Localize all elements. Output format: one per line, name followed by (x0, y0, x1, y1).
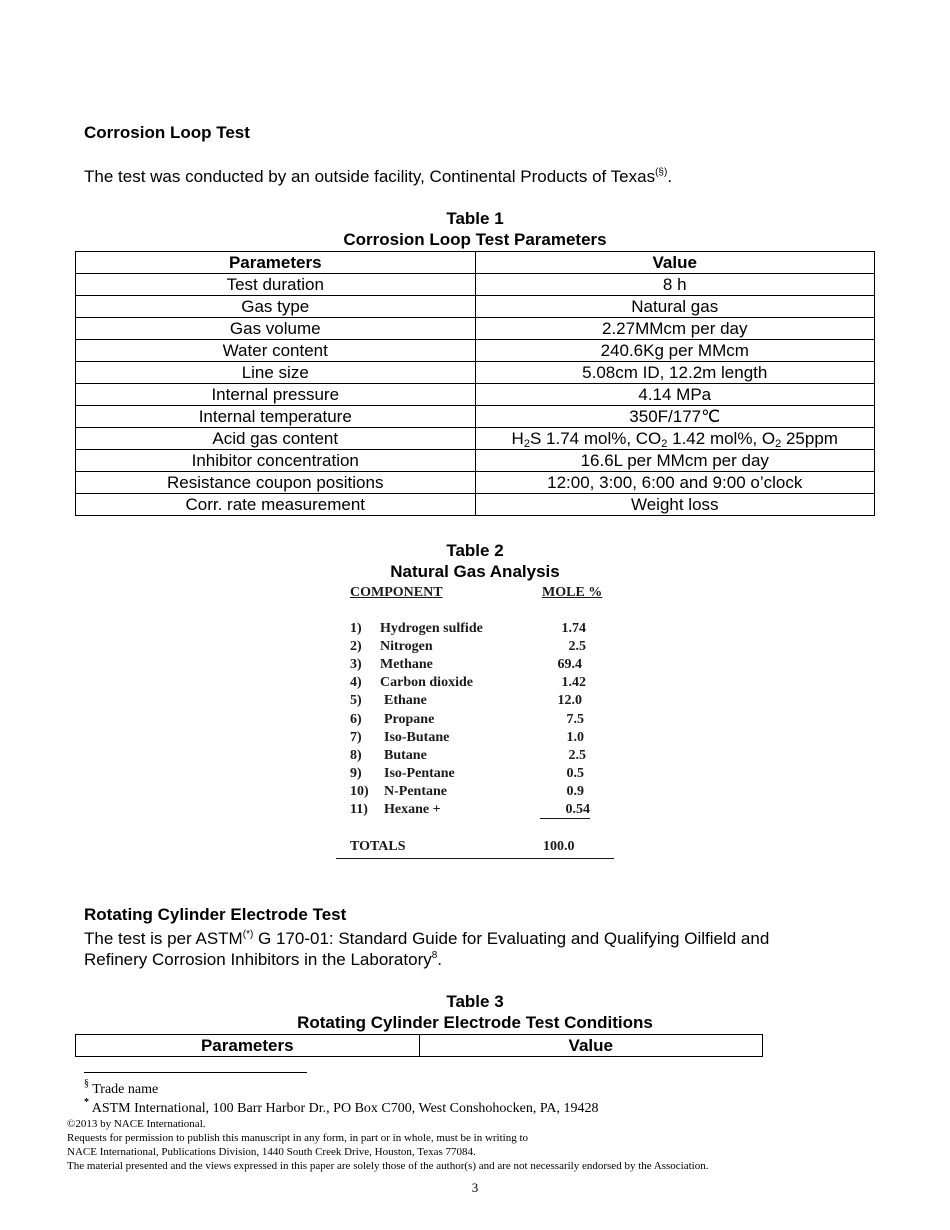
component-name: Hexane + (384, 802, 441, 817)
table-row (76, 494, 875, 516)
table-row (76, 296, 875, 318)
h2s-rest: S 1.74 mol%, CO (529, 428, 662, 448)
footnote-trade-name (84, 1078, 159, 1098)
param-cell: Line size (76, 362, 476, 384)
permission-line: Requests for permission to publish this manuscript in any form, in part or in whole, must be in writing to (67, 1132, 529, 1144)
table-row (76, 450, 875, 472)
footnote-astm (84, 1097, 599, 1117)
list-item (350, 638, 612, 656)
rce-line-2 (84, 949, 769, 970)
item-number: 9) (350, 766, 362, 781)
h2s-h: H (511, 428, 524, 448)
table-row (76, 340, 875, 362)
table3-number: Table 3 (446, 992, 504, 1011)
header-value: Value (419, 1035, 762, 1057)
value-cell: 4.14 MPa (475, 384, 875, 406)
copyright-line: ©2013 by NACE International. (67, 1118, 206, 1130)
mole-value: 12.0 (557, 693, 582, 708)
param-cell: Corr. rate measurement (76, 494, 476, 516)
table-header-row (76, 1035, 763, 1057)
section-heading-corrosion-loop: Corrosion Loop Test (84, 123, 250, 142)
rce-line-1 (84, 928, 769, 949)
mole-header: MOLE % (542, 585, 603, 600)
value-cell: 350F/177℃ (475, 406, 875, 428)
list-item (350, 620, 612, 638)
component-name: Iso-Butane (384, 730, 450, 745)
param-cell: Acid gas content (76, 428, 476, 450)
rce-line2-end: . (437, 950, 443, 969)
legal-notice (67, 1117, 708, 1173)
item-number: 7) (350, 730, 362, 745)
acid-gas-value-cell (475, 428, 875, 450)
component-name: Ethane (384, 693, 427, 708)
param-cell: Inhibitor concentration (76, 450, 476, 472)
h2s-sub: 2 (523, 437, 530, 450)
list-item (350, 711, 612, 729)
param-cell: Water content (76, 340, 476, 362)
list-item (350, 801, 612, 819)
intro-end: . (667, 167, 673, 186)
rce-paragraph (84, 928, 769, 970)
rce-line1-a: The test is per ASTM (84, 929, 243, 948)
table1-title: Corrosion Loop Test Parameters (343, 230, 607, 249)
component-name: Propane (384, 712, 435, 727)
trade-name-mark: (§) (655, 167, 668, 178)
mole-value: 0.5 (566, 766, 584, 781)
section-heading-rce: Rotating Cylinder Electrode Test (84, 905, 347, 924)
o2-sub: 2 (775, 437, 782, 450)
mole-value: 69.4 (557, 657, 582, 672)
component-name: Hydrogen sulfide (380, 621, 483, 636)
totals-value: 100.0 (543, 839, 575, 854)
mole-value: 1.0 (566, 730, 584, 745)
list-item (350, 747, 612, 765)
item-number: 4) (350, 675, 362, 690)
reference-mark: 8 (431, 950, 438, 961)
footnote-rule (84, 1072, 307, 1073)
list-item (350, 656, 612, 674)
mole-value: 0.9 (566, 784, 584, 799)
component-name: N-Pentane (384, 784, 447, 799)
item-number: 10) (350, 784, 369, 799)
intro-text: The test was conducted by an outside facility, Continental Products of Texas (84, 167, 656, 186)
value-cell: Natural gas (475, 296, 875, 318)
mole-value: 2.5 (568, 748, 586, 763)
rce-line1-b: G 170-01: Standard Guide for Evaluating and Qualifying Oilfield and (253, 929, 770, 948)
table1-number: Table 1 (446, 209, 504, 228)
table-row (76, 428, 875, 450)
list-item (350, 783, 612, 801)
item-number: 8) (350, 748, 362, 763)
table3-caption (75, 991, 875, 1033)
table2-number: Table 2 (446, 541, 504, 560)
table-row (76, 362, 875, 384)
value-cell: 12:00, 3:00, 6:00 and 9:00 o’clock (475, 472, 875, 494)
header-value: Value (475, 252, 875, 274)
component-name: Methane (380, 657, 433, 672)
component-header: COMPONENT (350, 585, 443, 600)
item-number: 3) (350, 657, 362, 672)
totals-rule (336, 858, 614, 859)
param-cell: Gas volume (76, 318, 476, 340)
table-row (76, 274, 875, 296)
value-cell: 2.27MMcm per day (475, 318, 875, 340)
param-cell: Resistance coupon positions (76, 472, 476, 494)
table-row (76, 406, 875, 428)
disclaimer-line: The material presented and the views expressed in this paper are solely those of the author(s) and are not necessarily endorsed by the Association. (67, 1160, 709, 1172)
address-line: NACE International, Publications Division, 1440 South Creek Drive, Houston, Texas 77084. (67, 1146, 476, 1158)
intro-paragraph (84, 166, 672, 187)
table2-title: Natural Gas Analysis (390, 562, 560, 581)
component-name: Iso-Pentane (384, 766, 455, 781)
table2-caption (75, 540, 875, 582)
value-cell: 240.6Kg per MMcm (475, 340, 875, 362)
component-name: Butane (384, 748, 427, 763)
table1-caption (75, 208, 875, 250)
table-header-row (76, 252, 875, 274)
table-row (76, 384, 875, 406)
page-number: 3 (471, 1180, 479, 1195)
param-cell: Gas type (76, 296, 476, 318)
table-row (76, 318, 875, 340)
footnote-mark: * (84, 1097, 89, 1108)
rce-line2-a: Refinery Corrosion Inhibitors in the Laboratory (84, 950, 432, 969)
co2-rest: 1.42 mol%, O (667, 428, 776, 448)
component-name: Nitrogen (380, 639, 433, 654)
param-cell: Internal temperature (76, 406, 476, 428)
list-item (350, 674, 612, 692)
table-row (76, 472, 875, 494)
item-number: 1) (350, 621, 362, 636)
mole-value: 2.5 (568, 639, 586, 654)
item-number: 11) (350, 802, 368, 817)
value-cell: 5.08cm ID, 12.2m length (475, 362, 875, 384)
totals-label: TOTALS (350, 839, 406, 854)
list-item (350, 692, 612, 710)
mole-value: 1.42 (561, 675, 586, 690)
value-cell: 8 h (475, 274, 875, 296)
value-cell: 16.6L per MMcm per day (475, 450, 875, 472)
natural-gas-analysis (336, 584, 614, 862)
header-parameters: Parameters (76, 252, 476, 274)
item-number: 2) (350, 639, 362, 654)
mole-value: 1.74 (561, 621, 586, 636)
footnote-mark: § (84, 1078, 89, 1089)
astm-mark: (*) (242, 929, 254, 940)
param-cell: Internal pressure (76, 384, 476, 406)
table3-title: Rotating Cylinder Electrode Test Conditions (297, 1013, 653, 1032)
mole-value: 7.5 (566, 712, 584, 727)
param-cell: Test duration (76, 274, 476, 296)
item-number: 6) (350, 712, 362, 727)
footnote-text: Trade name (89, 1082, 159, 1097)
footnote-text: ASTM International, 100 Barr Harbor Dr., PO Box C700, West Conshohocken, PA, 19428 (89, 1101, 599, 1116)
rce-conditions-table (75, 1034, 763, 1057)
list-item (350, 765, 612, 783)
list-item (350, 729, 612, 747)
value-cell: Weight loss (475, 494, 875, 516)
mole-value: 0.54 (540, 801, 590, 819)
co2-sub: 2 (661, 437, 668, 450)
header-parameters: Parameters (76, 1035, 420, 1057)
item-number: 5) (350, 693, 362, 708)
corrosion-loop-table (75, 251, 875, 516)
o2-rest: 25ppm (781, 428, 838, 448)
component-name: Carbon dioxide (380, 675, 473, 690)
